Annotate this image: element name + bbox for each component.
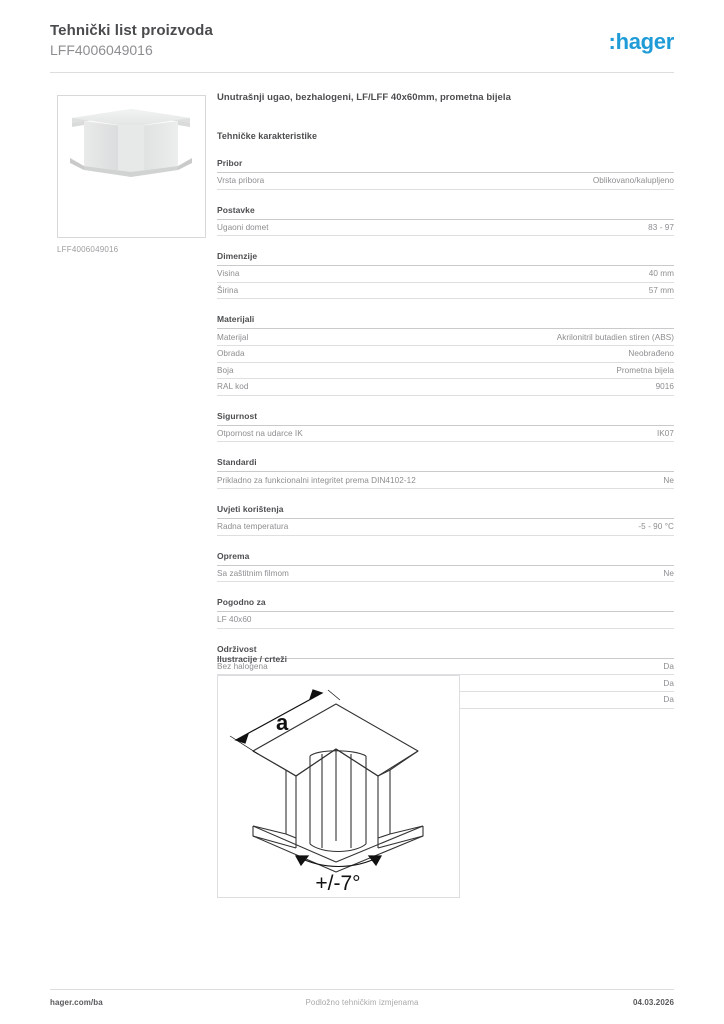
spec-row-label: Visina: [217, 269, 240, 279]
spec-row-value: IK07: [656, 429, 674, 439]
spec-row: [217, 379, 674, 396]
header-divider: [50, 72, 674, 73]
spec-row-value: 9016: [655, 382, 674, 392]
logo-colon: :: [608, 29, 616, 54]
spec-row-value: 57 mm: [648, 286, 674, 296]
spec-row-label: Materijal: [217, 332, 249, 342]
spec-group: [217, 251, 674, 299]
spec-row-value: Da: [663, 678, 674, 688]
spec-group: [217, 205, 674, 237]
tech-characteristics-heading: Tehničke karakteristike: [217, 131, 318, 141]
product-image-caption: LFF4006049016: [57, 245, 119, 254]
spec-group-title: Dimenzije: [217, 251, 674, 266]
spec-row-value: -5 - 90 °C: [638, 522, 674, 532]
spec-group-title: Pribor: [217, 158, 674, 173]
spec-group-title: Sigurnost: [217, 411, 674, 426]
spec-row-value: 83 - 97: [648, 222, 674, 232]
spec-row: [217, 220, 674, 237]
technical-drawing-frame: [217, 675, 460, 898]
page-footer: [50, 998, 674, 1012]
spec-row-value: Neobrađeno: [628, 349, 674, 359]
spec-row: [217, 329, 674, 346]
spec-row: [217, 173, 674, 190]
spec-row-label: Ugaoni domet: [217, 222, 269, 232]
spec-row-label: Sa zaštitnim filmom: [217, 568, 289, 578]
spec-row-label: Prikladno za funkcionalni integritet prema DIN4102-12: [217, 475, 416, 485]
spec-row: [217, 519, 674, 536]
spec-group-title: Pogodno za: [217, 597, 674, 612]
spec-row-label: Radna temperatura: [217, 522, 289, 532]
spec-row: [217, 346, 674, 363]
spec-row-value: Oblikovano/kaluplјeno: [592, 176, 674, 186]
spec-group-title: Oprema: [217, 551, 674, 566]
spec-group-title: Materijali: [217, 314, 674, 329]
technical-drawing: [218, 676, 459, 897]
spec-group: [217, 411, 674, 443]
spec-group: [217, 597, 674, 629]
product-image-frame: [57, 95, 206, 238]
page-header: [50, 22, 674, 70]
product-description: Unutrašnji ugao, bezhalogeni, LF/LFF 40x60mm, prometna bijela: [217, 92, 511, 103]
spec-group: [217, 314, 674, 395]
spec-group-title: Održivost: [217, 644, 674, 659]
spec-row-label: Bez halogena: [217, 662, 268, 672]
spec-row: [217, 612, 674, 629]
spec-group-title: Uvjeti korištenja: [217, 504, 674, 519]
spec-row-label: LF 40x60: [217, 615, 252, 625]
spec-row: [217, 266, 674, 283]
spec-group: [217, 158, 674, 190]
spec-group: [217, 551, 674, 583]
logo-wordmark: hager: [615, 29, 674, 54]
hager-logo: [609, 30, 674, 54]
spec-row-value: 40 mm: [648, 269, 674, 279]
spec-row-value: Ne: [663, 475, 674, 485]
dimension-label-a: a: [276, 710, 289, 735]
spec-row: [217, 426, 674, 443]
spec-row: [217, 566, 674, 583]
spec-row-label: RAL kod: [217, 382, 249, 392]
specifications: [217, 92, 674, 724]
spec-row-label: Vrsta pribora: [217, 176, 265, 186]
spec-row-value: Prometna bijela: [616, 365, 674, 375]
angle-label: +/-7°: [315, 872, 361, 895]
spec-row-label: Boja: [217, 365, 234, 375]
spec-row-value: Akrilonitril butadien stiren (ABS): [556, 332, 674, 342]
product-photo-icon: [58, 96, 205, 237]
spec-row-value: Da: [663, 662, 674, 672]
spec-row: [217, 363, 674, 380]
spec-row: [217, 472, 674, 489]
product-reference: LFF4006049016: [50, 42, 153, 58]
spec-row-value: Da: [663, 695, 674, 705]
spec-row: [217, 283, 674, 300]
footer-website[interactable]: hager.com/ba: [50, 998, 103, 1007]
spec-group: [217, 457, 674, 489]
spec-row-label: Otpornost na udarce IK: [217, 429, 303, 439]
footer-disclaimer: Podložno tehničkim izmjenama: [305, 998, 419, 1007]
spec-row-label: Obrada: [217, 349, 245, 359]
illustrations-heading: Ilustracije / crteži: [217, 654, 287, 664]
spec-groups: [217, 158, 674, 709]
spec-row-label: Širina: [217, 286, 239, 296]
spec-row-value: Ne: [663, 568, 674, 578]
footer-date: 04.03.2026: [632, 998, 674, 1007]
spec-group: [217, 504, 674, 536]
spec-group-title: Postavke: [217, 205, 674, 220]
footer-divider: [50, 989, 674, 990]
spec-group-title: Standardi: [217, 457, 674, 472]
page-title: Tehnički list proizvoda: [50, 22, 213, 39]
